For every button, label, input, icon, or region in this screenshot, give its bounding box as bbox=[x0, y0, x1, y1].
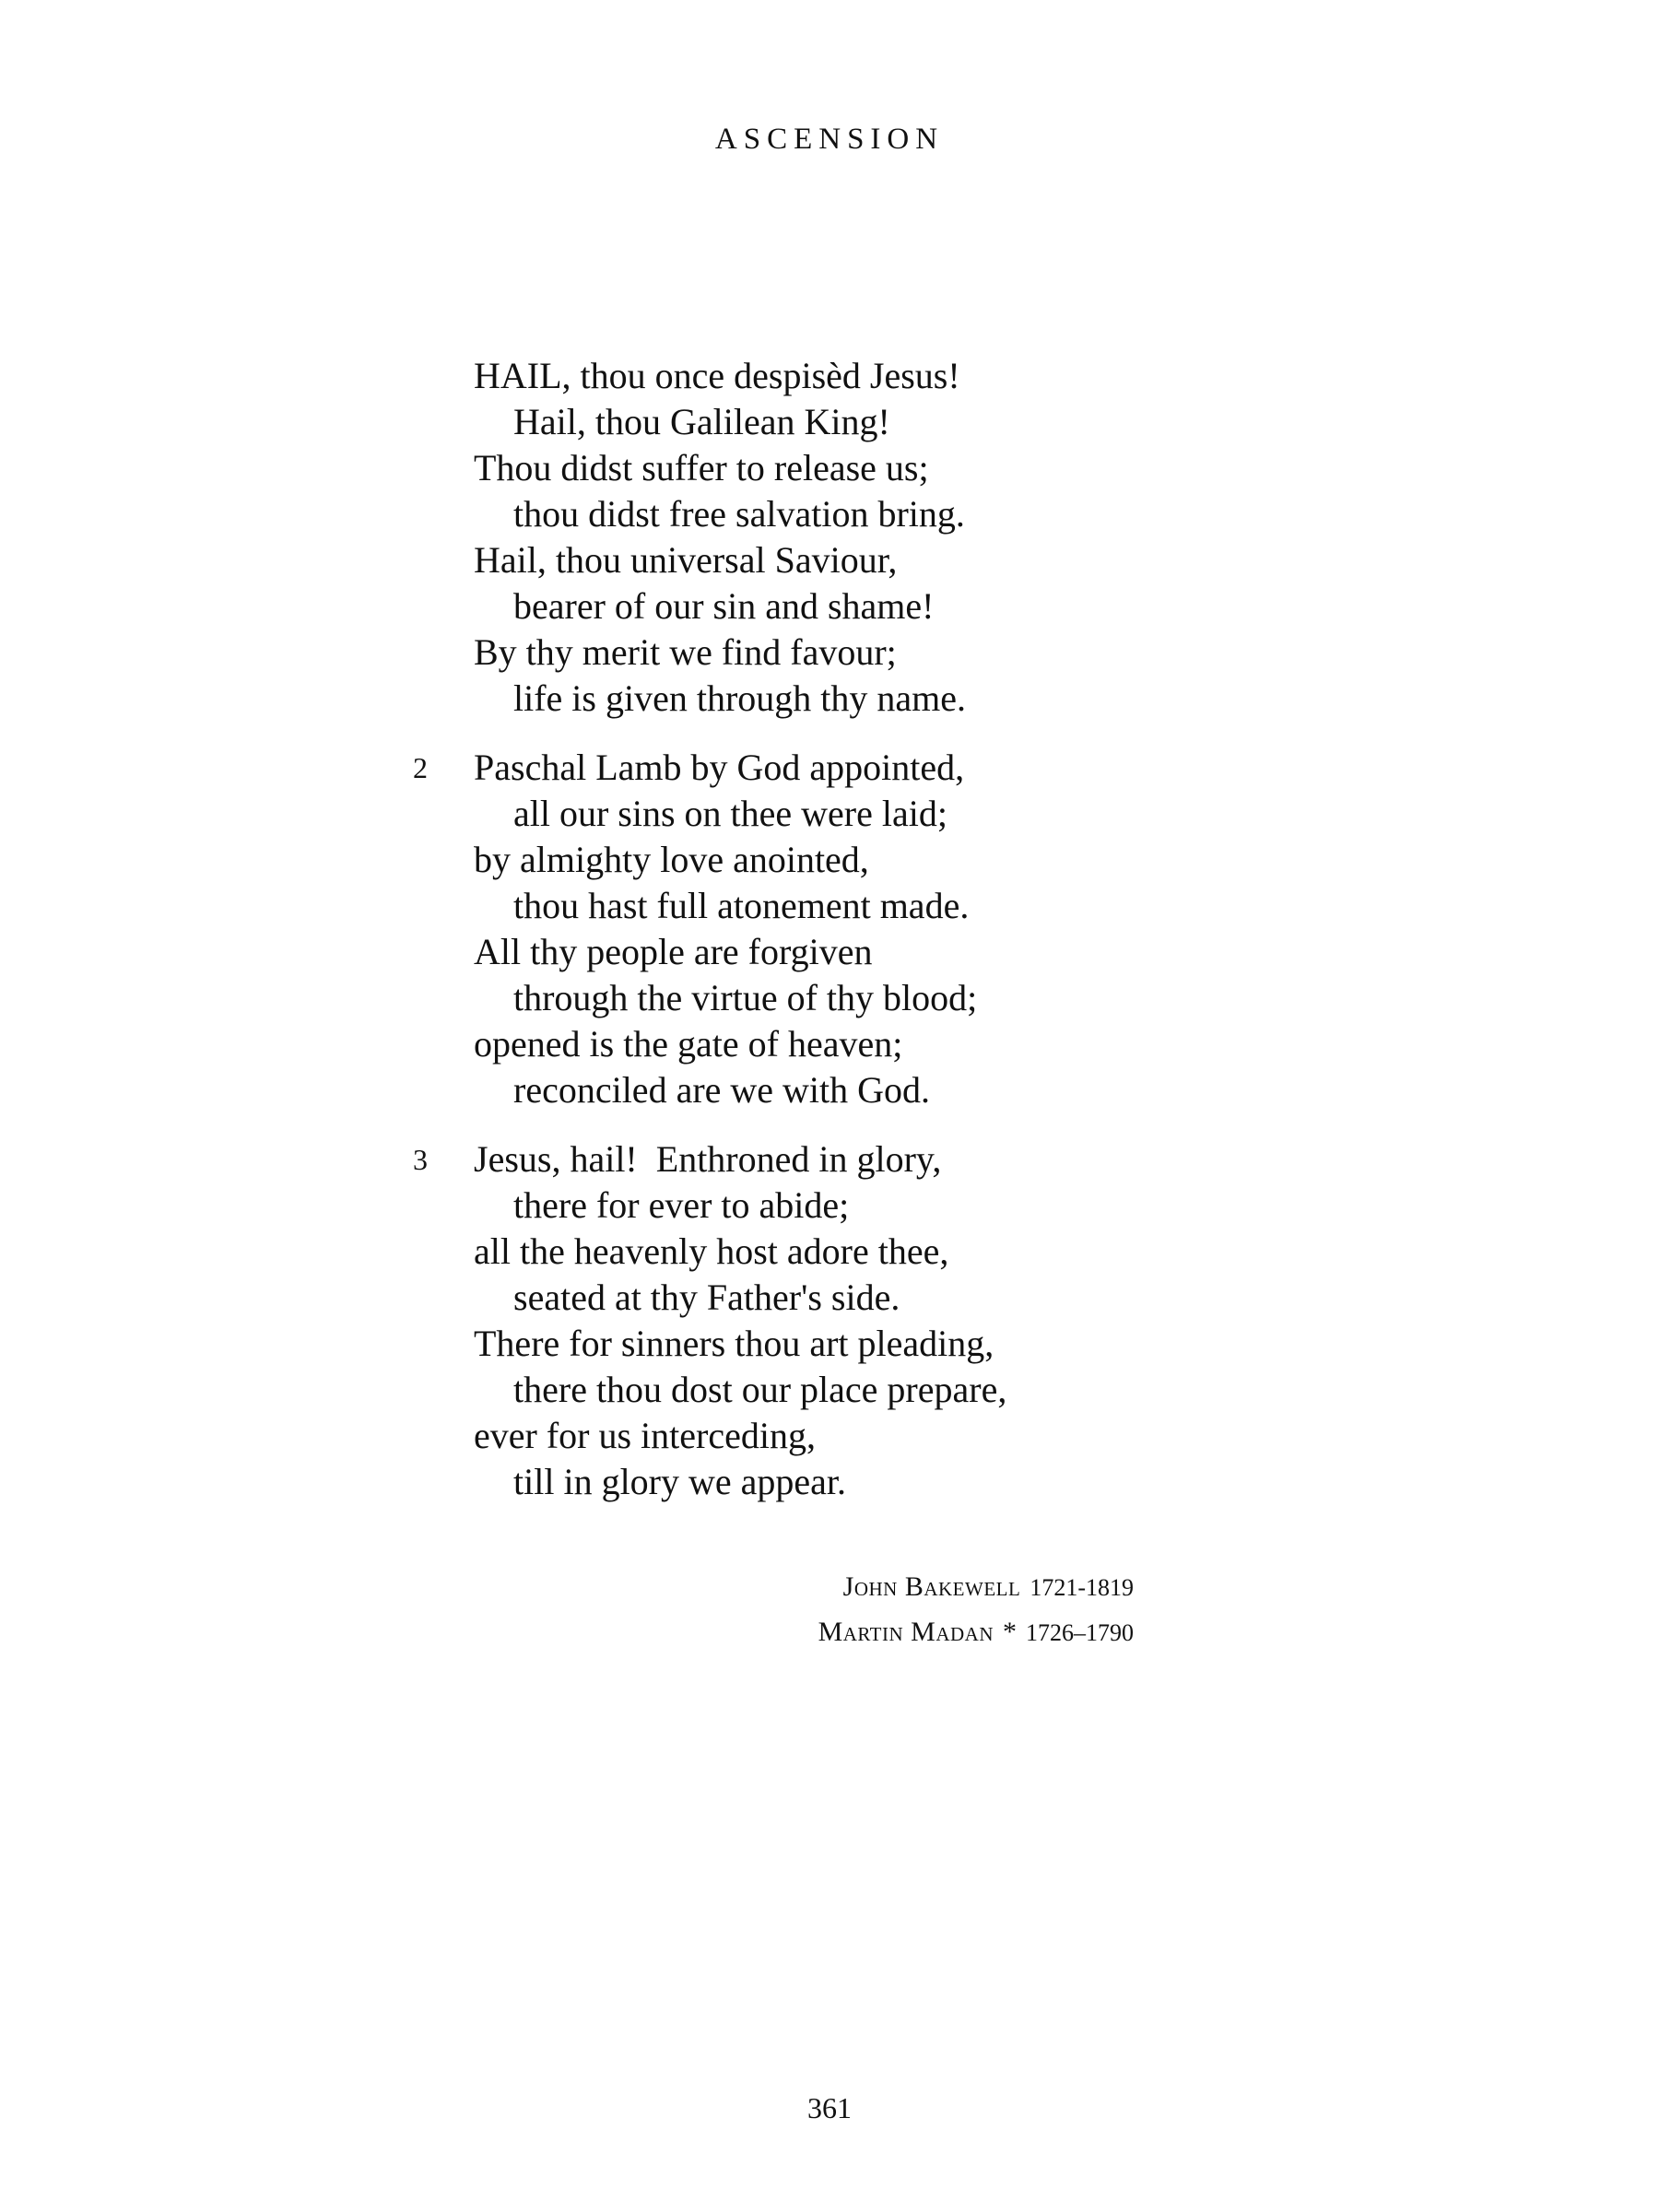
verse-line: there for ever to abide; bbox=[513, 1184, 850, 1226]
verse-line: through the virtue of thy blood; bbox=[513, 977, 978, 1018]
verse-line: life is given through thy name. bbox=[513, 677, 967, 719]
author-dates: 1721-1819 bbox=[1030, 1574, 1134, 1601]
verse-number: 2 bbox=[413, 751, 428, 784]
verse-line: there thou dost our place prepare, bbox=[513, 1369, 1007, 1410]
verse-line: all our sins on thee were laid; bbox=[513, 793, 947, 834]
verse-line: By thy merit we find favour; bbox=[474, 631, 897, 673]
verse-line: opened is the gate of heaven; bbox=[474, 1023, 903, 1065]
verse-line: all the heavenly host adore thee, bbox=[474, 1230, 949, 1272]
author-name: John Bakewell bbox=[842, 1571, 1021, 1602]
verse-line: There for sinners thou art pleading, bbox=[474, 1323, 994, 1364]
verse-line: Hail, thou Galilean King! bbox=[513, 401, 890, 442]
attribution-row bbox=[818, 1567, 1134, 1612]
hymn-text bbox=[413, 353, 1303, 1528]
verse-line: bearer of our sin and shame! bbox=[513, 585, 935, 627]
attribution bbox=[818, 1567, 1134, 1657]
verse bbox=[474, 353, 1303, 722]
verse-line: seated at thy Father's side. bbox=[513, 1277, 900, 1318]
author-name: Martin Madan bbox=[818, 1617, 994, 1647]
author-dates: 1726–1790 bbox=[1026, 1619, 1134, 1646]
verse-line: Jesus, hail! Enthroned in glory, bbox=[474, 1138, 942, 1180]
verse-line: Thou didst suffer to release us; bbox=[474, 447, 929, 488]
verse bbox=[413, 745, 1303, 1113]
verse-line: All thy people are forgiven bbox=[474, 931, 873, 972]
verse-line: ever for us interceding, bbox=[474, 1415, 816, 1456]
verse-line: thou hast full atonement made. bbox=[513, 885, 970, 926]
verse-number: 3 bbox=[413, 1143, 428, 1176]
verse-line: Hail, thou universal Saviour, bbox=[474, 539, 898, 581]
alteration-mark: * bbox=[1003, 1617, 1017, 1647]
verse-line: till in glory we appear. bbox=[513, 1461, 847, 1502]
attribution-row bbox=[818, 1612, 1134, 1657]
verse bbox=[413, 1136, 1303, 1505]
verse-line: thou didst free salvation bring. bbox=[513, 493, 965, 535]
running-head: ASCENSION bbox=[714, 123, 945, 156]
verse-line: reconciled are we with God. bbox=[513, 1069, 931, 1111]
verse-line: Paschal Lamb by God appointed, bbox=[474, 747, 965, 788]
verse-line: HAIL, thou once despisèd Jesus! bbox=[474, 355, 960, 396]
verse-line: by almighty love anointed, bbox=[474, 839, 869, 880]
page-number: 361 bbox=[807, 2091, 852, 2124]
